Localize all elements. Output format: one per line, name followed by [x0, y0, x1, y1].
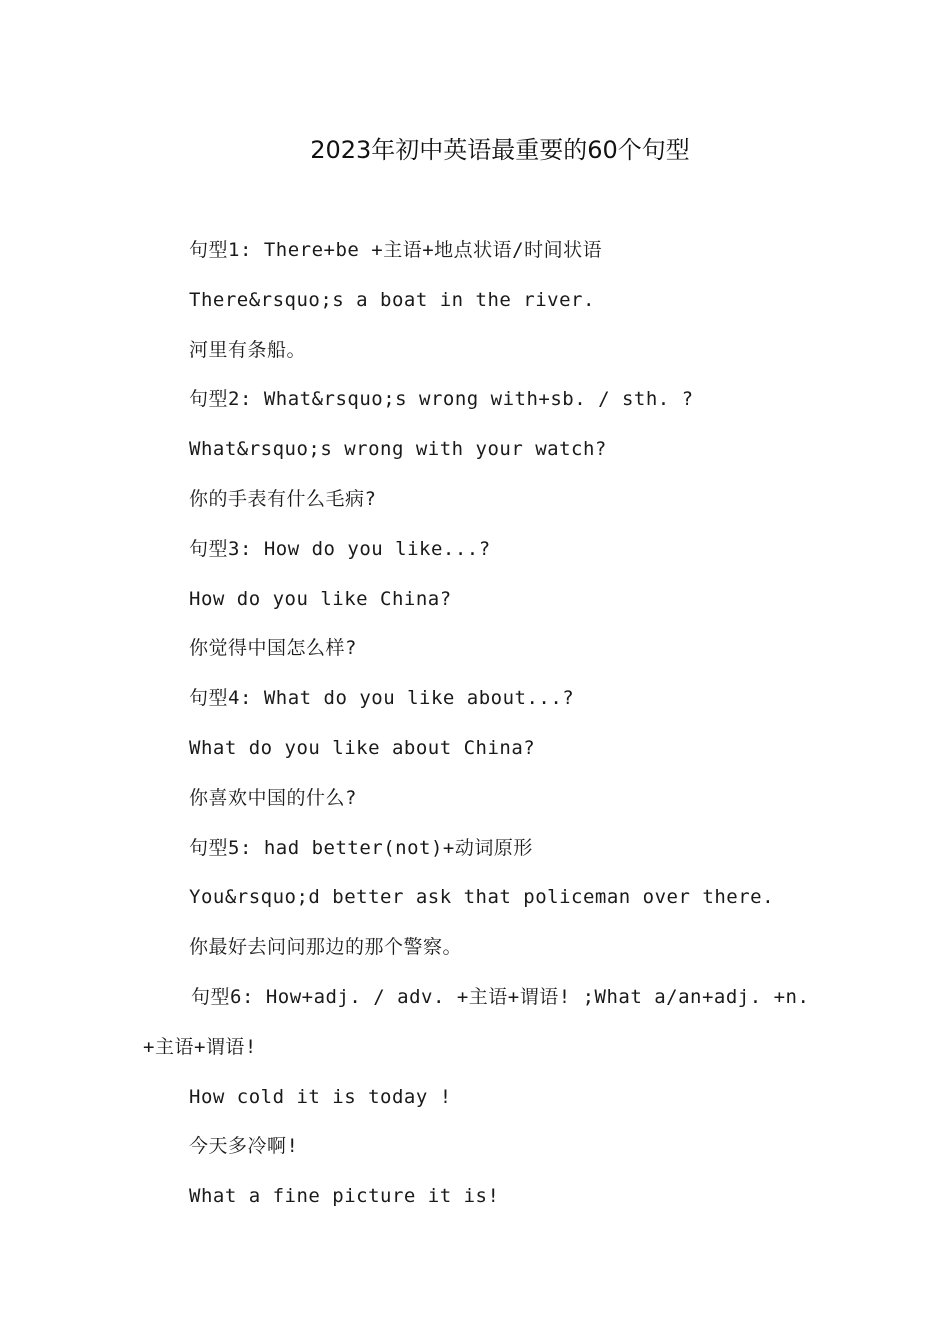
- pattern-3-translation: 你觉得中国怎么样?: [189, 637, 357, 660]
- pattern-1-translation: 河里有条船。: [189, 338, 307, 361]
- pattern-6-example-2: What a fine picture it is!: [189, 1185, 500, 1208]
- pattern-6-heading: 句型6: How+adj. / adv. +主语+谓语! ;What a/an+adj. +n.: [191, 985, 810, 1008]
- pattern-6-heading-continued: +主语+谓语!: [143, 1035, 257, 1058]
- pattern-5-translation: 你最好去问问那边的那个警察。: [189, 936, 463, 959]
- pattern-2-translation: 你的手表有什么毛病?: [189, 487, 377, 510]
- pattern-4-translation: 你喜欢中国的什么?: [189, 786, 357, 809]
- pattern-5-example: You&rsquo;d better ask that policeman over there.: [189, 886, 775, 909]
- pattern-2-example: What&rsquo;s wrong with your watch?: [189, 438, 607, 461]
- pattern-6-example-1: How cold it is today !: [189, 1085, 452, 1108]
- document-title: 2023年初中英语最重要的60个句型: [310, 136, 690, 164]
- pattern-5-heading: 句型5: had better(not)+动词原形: [189, 836, 533, 859]
- pattern-4-heading: 句型4: What do you like about...?: [189, 687, 575, 710]
- pattern-2-heading: 句型2: What&rsquo;s wrong with+sb. / sth. ?: [189, 388, 694, 411]
- document-body: [0, 234, 950, 1230]
- pattern-3-heading: 句型3: How do you like...?: [189, 537, 491, 560]
- pattern-3-example: How do you like China?: [189, 587, 452, 610]
- pattern-1-heading: 句型1: There+be +主语+地点状语/时间状语: [189, 239, 603, 261]
- pattern-1-example: There&rsquo;s a boat in the river.: [189, 288, 595, 311]
- pattern-6-translation-1: 今天多冷啊!: [189, 1135, 299, 1158]
- pattern-4-example: What do you like about China?: [189, 736, 536, 759]
